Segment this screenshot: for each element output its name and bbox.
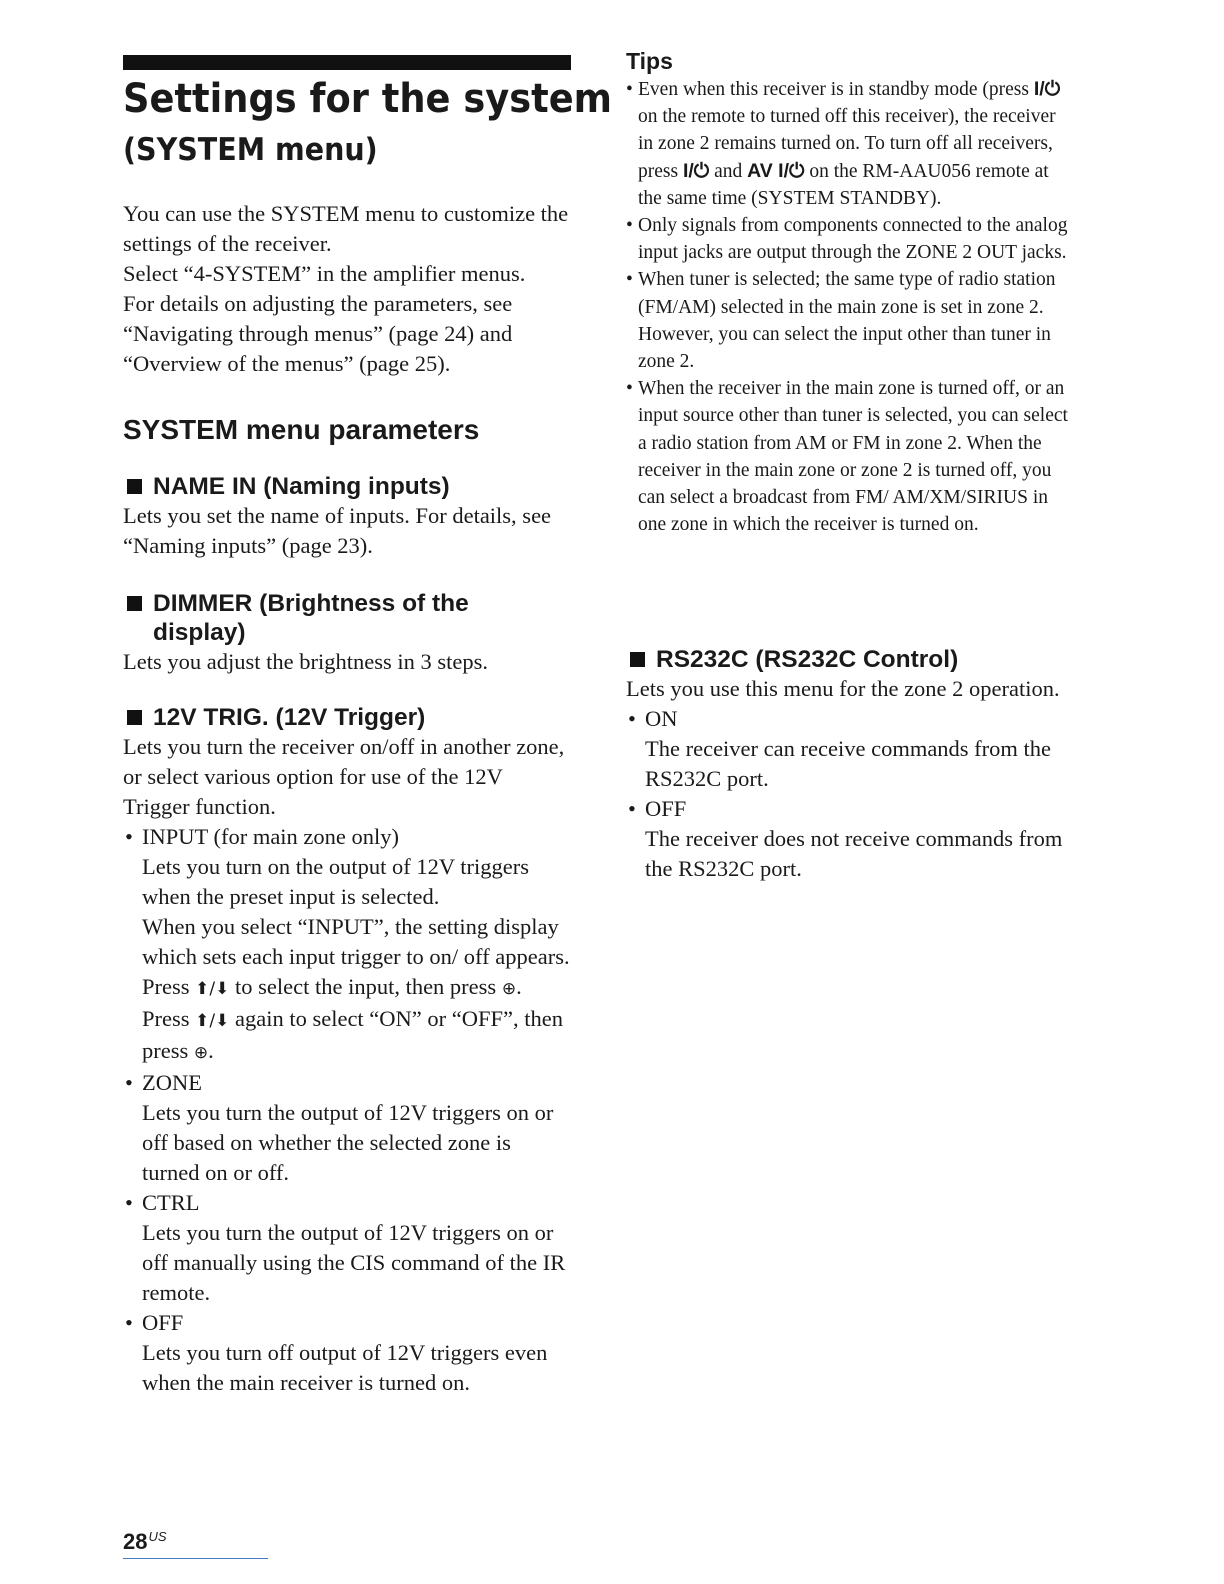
tips-list [626,76,1074,538]
list-item: • When tuner is selected; the same type of radio station (FM/AM) selected in the main zone is set in zone 2. However, you can select the input other than tuner in zone 2. [626,266,1074,375]
param-heading: DIMMER (Brightness of the display) [123,589,573,647]
option-label: ON [645,706,678,731]
list-item [123,1188,573,1308]
param-text: Lets you turn the receiver on/off in another zone, or select various option for use of the 12V Trigger function. [123,734,565,819]
option-label: CTRL [142,1190,200,1215]
power-icon: I/⏻ [682,159,710,182]
option-desc: The receiver can receive commands from the RS232C port. [645,736,1052,791]
param-text: Lets you adjust the brightness in 3 steps. [123,649,488,674]
option-desc: The receiver does not receive commands from the RS232C port. [645,826,1063,881]
page-suffix: US [148,1529,167,1544]
param-name-in [123,472,573,561]
option-desc: Lets you turn on the output of 12V triggers when the preset input is selected. [142,854,530,909]
list-item [123,1308,573,1398]
option-label: OFF [645,796,687,821]
option-list [123,822,573,1398]
param-12v-trig [123,703,573,1398]
footer-rule [123,1558,268,1559]
option-desc: Lets you turn off output of 12V triggers even when the main receiver is turned on. [142,1340,548,1395]
option-desc: When you select “INPUT”, the setting display which sets each input trigger to on/ off appears. Press ⬆/⬇ to select the input, then press ⊕. Press ⬆/⬇ again to select “ON” or “OFF”, then press ⊕. [142,914,570,1063]
tips-heading: Tips [626,48,673,74]
square-bullet-icon [127,479,142,494]
param-heading: NAME IN (Naming inputs) [123,472,573,501]
up-down-arrow-icon: ⬆/⬇ [195,979,230,999]
intro-paragraph: For details on adjusting the parameters, see “Navigating through menus” (page 24) and “Overview of the menus” (page 25). [123,291,513,376]
square-bullet-icon [630,652,645,667]
option-label: ZONE [142,1070,202,1095]
param-heading: RS232C (RS232C Control) [626,645,1076,674]
option-list [626,704,1076,884]
page-subtitle: (SYSTEM menu) [123,132,378,168]
list-item [123,822,573,1068]
option-label: OFF [142,1310,184,1335]
param-rs232c [626,645,1076,884]
list-item: • Only signals from components connected to the analog input jacks are output through the ZONE 2 OUT jacks. [626,212,1074,266]
intro-paragraph: You can use the SYSTEM menu to customize the settings of the receiver. [123,201,569,256]
title-rule [123,55,571,70]
enter-icon: ⊕ [501,979,517,999]
page-number: $28^{US}$ [123,1529,167,1554]
list-item: • Even when this receiver is in standby mode (press I/⏻ on the remote to turned off this receiver), the receiver in zone 2 remains turned on. To turn off all receivers, press I/⏻ and AV I/⏻ on the RM-AAU056 remote at the same time (SYSTEM STANDBY). [626,76,1074,212]
param-text: Lets you use this menu for the zone 2 operation. [626,676,1060,701]
list-item [626,794,1076,884]
up-down-arrow-icon: ⬆/⬇ [195,1011,230,1031]
list-item: • When the receiver in the main zone is turned off, or an input source other than tuner is selected, you can select a radio station from AM or FM in zone 2. When the receiver in the main zone or zone 2 is turned off, you can select a broadcast from FM/ AM/XM/SIRIUS in one zone in which the receiver is turned on. [626,375,1074,538]
square-bullet-icon [127,710,142,725]
list-item [123,1068,573,1188]
section-heading: SYSTEM menu parameters [123,414,480,445]
intro-text [123,199,573,379]
enter-icon: ⊕ [193,1043,209,1063]
option-desc: Lets you turn the output of 12V triggers on or off based on whether the selected zone is turned on or off. [142,1100,554,1185]
intro-paragraph: Select “4-SYSTEM” in the amplifier menus. [123,261,526,286]
param-text: Lets you set the name of inputs. For details, see “Naming inputs” (page 23). [123,503,552,558]
power-icon: I/⏻ [1033,78,1061,100]
option-label: INPUT (for main zone only) [142,824,400,849]
option-desc: Lets you turn the output of 12V triggers on or off manually using the CIS command of the IR remote. [142,1220,566,1305]
param-dimmer [123,589,573,677]
av-power-icon: AV I/⏻ [747,159,805,182]
page-title: Settings for the system [123,76,613,122]
param-heading: 12V TRIG. (12V Trigger) [123,703,573,732]
square-bullet-icon [127,596,142,611]
list-item [626,704,1076,794]
